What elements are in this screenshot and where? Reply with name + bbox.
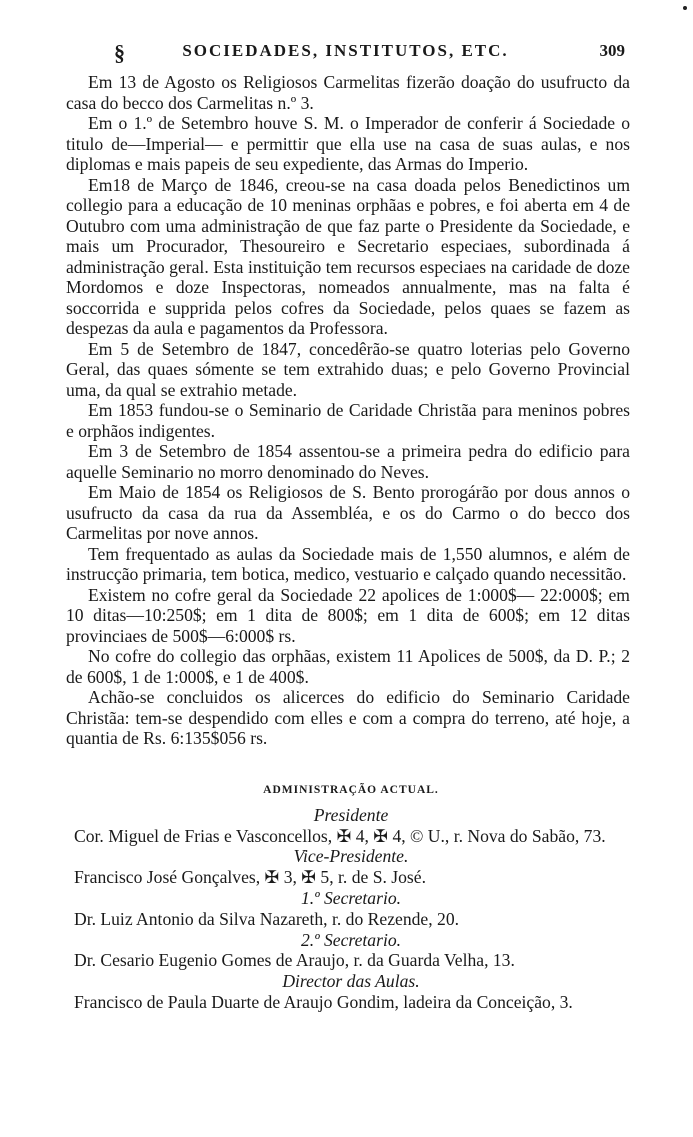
second-secretary-role: 2.º Secretario.	[300, 929, 402, 950]
paragraph: Achão-se concluidos os alicerces do edificio do Seminario Caridade Christãa: tem-se despendido com elles e com a compra do terreno, até hoje, a quantia de Rs. 6:135$056 rs.	[66, 687, 630, 748]
director-entry: Francisco de Paula Duarte de Araujo Gondim, ladeira da Conceição, 3.	[74, 991, 573, 1012]
page-number: 309	[599, 41, 625, 60]
president-entry: Cor. Miguel de Frias e Vasconcellos, ✠ 4, ✠ 4, © U., r. Nova do Sabão, 73.	[74, 825, 606, 846]
vice-president-entry: Francisco José Gonçalves, ✠ 3, ✠ 5, r. de S. José.	[74, 867, 426, 888]
header-title: SOCIEDADES, INSTITUTOS, ETC.	[182, 41, 509, 60]
administration-section	[66, 780, 636, 1013]
director-role: Director das Aulas.	[282, 971, 420, 992]
paragraph: Em Maio de 1854 os Religiosos de S. Bento prorogárão por dous annos o usufructo da casa da rua da Assembléa, e os do Carmo o do becco dos Carmelitas por nove annos.	[66, 482, 630, 543]
second-secretary-entry: Dr. Cesario Eugenio Gomes de Araujo, r. da Guarda Velha, 13.	[74, 950, 515, 971]
administration-heading: ADMINISTRAÇÃO ACTUAL.	[263, 784, 439, 796]
first-secretary-role: 1.º Secretario.	[300, 887, 402, 908]
paragraph: Em18 de Março de 1846, creou-se na casa doada pelos Benedictinos um collegio para a educação de 10 meninas orphãas e pobres, e foi aberta em 4 de Outubro com uma administração de que faz parte o Presidente da Sociedade, e mais um Procurador, Thesoureiro e Secretario especiaes, subordinada á administração geral. Esta instituição tem recursos especiaes na caridade de doze Mordomos e doze Inspectoras, nomeados annualmente, mas na falta é soccorrida e supprida pelos cofres da Sociedade, pelos quaes se fazem as despezas da aula e pagamentos da Professora.	[66, 174, 630, 338]
paragraph: Em 5 de Setembro de 1847, concedêrão-se quatro loterias pelo Governo Geral, das quaes sómente se tem extrahido duas; e pelo Governo Provincial uma, da qual se extrahio metade.	[66, 338, 630, 400]
paragraph: No cofre do collegio das orphãas, existem 11 Apolices de 500$, da D. P.; 2 de 600$, 1 de 1:000$, e 1 de 400$.	[66, 646, 630, 687]
body-text	[66, 72, 630, 749]
paragraph: Tem frequentado as aulas da Sociedade mais de 1,550 alumnos, e além de instrucção primaria, tem botica, medico, vestuario e calçado quando necessitão.	[66, 543, 630, 584]
first-secretary-entry: Dr. Luiz Antonio da Silva Nazareth, r. do Rezende, 20.	[74, 908, 460, 929]
president-role: Presidente	[313, 804, 389, 825]
paragraph: Em 3 de Setembro de 1854 assentou-se a primeira pedra do edificio para aquelle Seminario no morro denominado do Neves.	[66, 441, 630, 482]
paragraph: Em 1853 fundou-se o Seminario de Caridade Christãa para meninos pobres e orphãos indigentes.	[66, 400, 630, 441]
running-header	[66, 40, 625, 64]
corner-mark	[683, 6, 687, 10]
paragraph: Em 13 de Agosto os Religiosos Carmelitas fizerão doação do usufructo da casa do becco dos Carmelitas n.º 3.	[66, 72, 630, 113]
vice-president-role: Vice-Presidente.	[293, 846, 409, 867]
paragraph: Existem no cofre geral da Sociedade 22 apolices de 1:000$— 22:000$; em 10 ditas—10:250$; em 1 dita de 800$; em 1 dita de 600$; em 12 ditas provinciaes de 500$—6:000$ rs.	[66, 584, 630, 646]
paragraph: Em o 1.º de Setembro houve S. M. o Imperador de conferir á Sociedade o titulo de—Imperial— e permittir que ella use na casa de suas aulas, e nos diplomas e mais papeis de seu expediente, das Armas do Imperio.	[66, 113, 630, 174]
header-mark: §	[114, 40, 125, 65]
